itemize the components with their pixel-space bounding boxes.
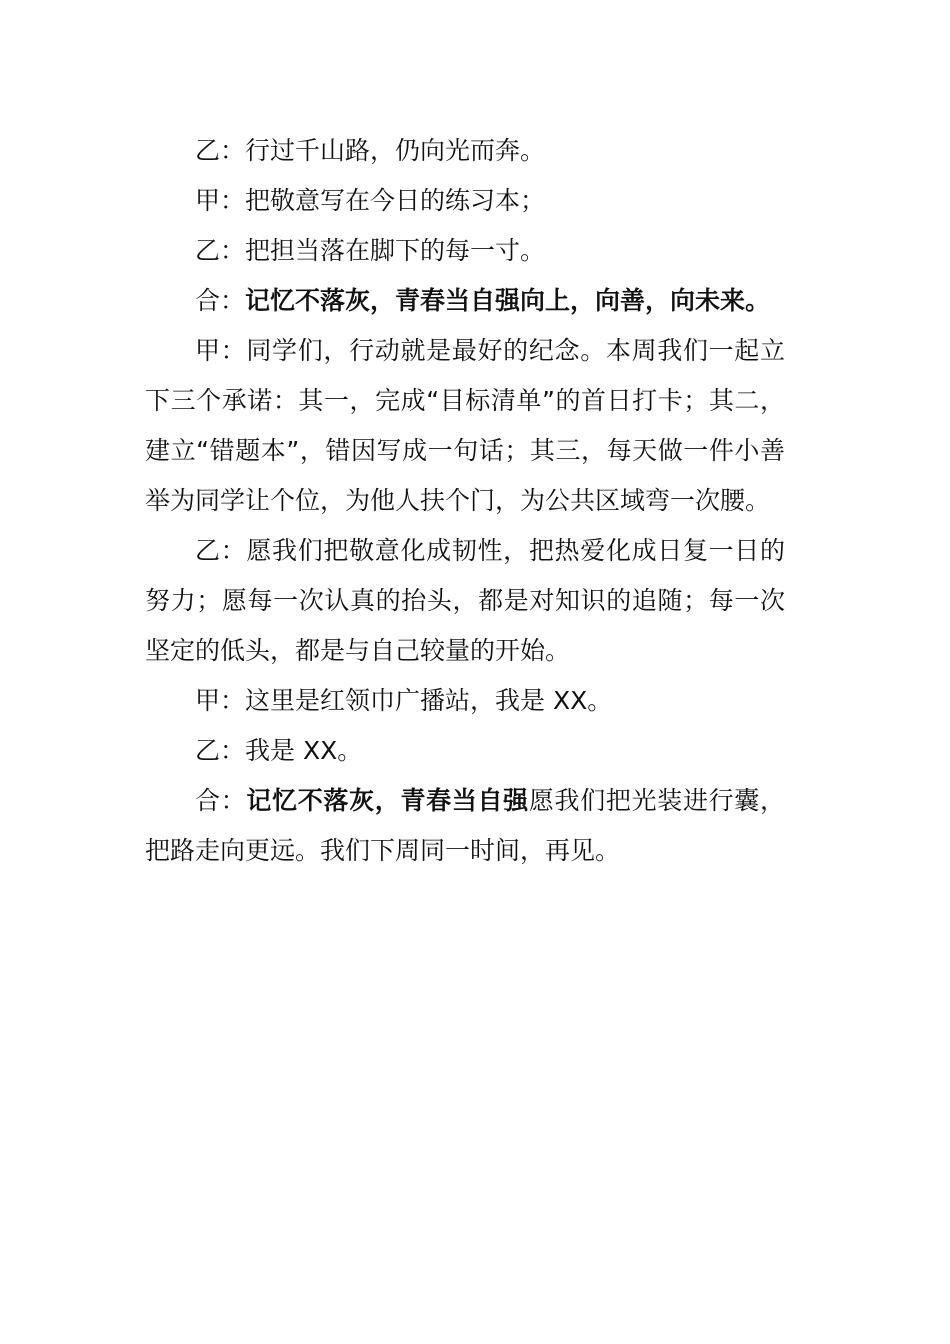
speaker-label: 甲： (195, 336, 247, 365)
speaker-label: 乙： (195, 136, 246, 165)
script-line (145, 726, 785, 776)
speaker-label: 甲： (195, 186, 246, 215)
speaker-label: 乙： (195, 236, 246, 265)
script-line (145, 176, 785, 226)
line-text: 把敬意写在今日的练习本； (245, 186, 546, 215)
script-line (145, 676, 785, 726)
speaker-label: 合： (195, 786, 247, 815)
speaker-label: 合： (195, 286, 246, 315)
script-line (145, 326, 785, 526)
script-line (145, 526, 785, 676)
line-text: 同学们，行动就是最好的纪念。本周我们一起立下三个承诺：其一，完成“目标清单”的首日打卡；其二，建立“错题本”，错因写成一句话；其三，每天做一件小善举为同学让个位，为他人扶个门，为公共区域弯一次腰。 (145, 336, 785, 515)
line-text: 愿我们把光装进行囊，把路走向更远。我们下周同一时间，再见。 (145, 786, 785, 865)
line-text: 把担当落在脚下的每一寸。 (245, 236, 546, 265)
bold-slogan: 记忆不落灰，青春当自强 (246, 786, 529, 815)
bold-slogan: 记忆不落灰，青春当自强向上，向善，向未来。 (245, 286, 771, 315)
script-line (145, 776, 785, 876)
line-text: 愿我们把敬意化成韧性，把热爱化成日复一日的努力；愿每一次认真的抬头，都是对知识的追随；每一次坚定的低头，都是与自己较量的开始。 (145, 536, 785, 665)
script-line (145, 126, 785, 176)
script-line (145, 276, 785, 326)
speaker-label: 甲： (195, 686, 246, 715)
script-line (145, 226, 785, 276)
speaker-label: 乙： (195, 536, 247, 565)
line-text: 我是 XX。 (245, 736, 363, 765)
script-body (145, 126, 785, 876)
line-text: 这里是红领巾广播站，我是 XX。 (245, 686, 613, 715)
speaker-label: 乙： (195, 736, 246, 765)
line-text: 行过千山路，仍向光而奔。 (245, 136, 546, 165)
